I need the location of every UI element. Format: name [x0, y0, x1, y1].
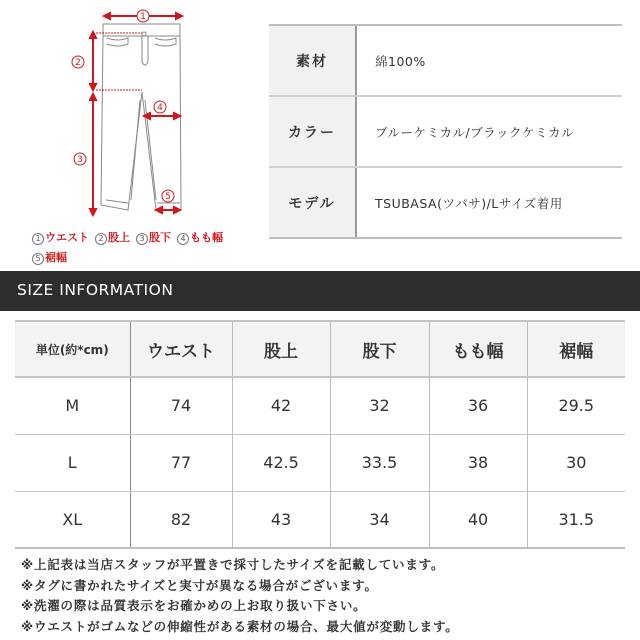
table-cell: 30 [527, 434, 625, 491]
legend-item-waist [32, 228, 89, 248]
legend-label: ウエスト [45, 231, 89, 244]
table-cell: 36 [429, 377, 527, 434]
header-rise: 股上 [232, 321, 330, 377]
spec-row-model [269, 168, 622, 239]
legend-number: 3 [136, 233, 148, 245]
spec-key: 素材 [269, 26, 357, 95]
legend-label: もも幅 [190, 231, 223, 244]
table-cell: 38 [429, 434, 527, 491]
legend-item-thigh [177, 228, 223, 248]
table-cell: 74 [130, 377, 232, 434]
marker-4: 4 [157, 103, 163, 113]
size-label: M [15, 377, 130, 434]
legend-label: 股下 [149, 231, 171, 244]
legend-number: 1 [32, 233, 44, 245]
legend-label: 股上 [108, 231, 130, 244]
marker-5: 5 [165, 192, 171, 202]
table-cell: 82 [130, 491, 232, 548]
marker-1: 1 [140, 12, 146, 22]
table-header-row [15, 321, 625, 377]
note-line: ※タグに書かれたサイズと実寸が異なる場合がございます。 [21, 577, 378, 593]
legend-label: 裾幅 [45, 251, 67, 264]
legend-item-inseam [136, 228, 171, 248]
legend-number: 4 [177, 233, 189, 245]
table-cell: 42 [232, 377, 330, 434]
size-notes [21, 555, 459, 637]
legend-item-rise [95, 228, 130, 248]
size-label: XL [15, 491, 130, 548]
spec-value: 綿100% [375, 53, 426, 69]
table-cell: 43 [232, 491, 330, 548]
table-cell: 34 [330, 491, 429, 548]
note-line: ※洗濯の際は品質表示をお確かめの上お取り扱い下さい。 [21, 598, 367, 613]
table-cell: 77 [130, 434, 232, 491]
note-line: ※上記表は当店スタッフが平置きで採寸したサイズを記載しています。 [21, 557, 445, 572]
header-unit: 単位(約*cm) [15, 321, 130, 377]
table-cell: 29.5 [527, 377, 625, 434]
table-cell: 42.5 [232, 434, 330, 491]
spec-value: TSUBASA(ツバサ)/Lサイズ着用 [375, 195, 563, 211]
header-inseam: 股下 [330, 321, 429, 377]
table-row [15, 434, 625, 491]
product-spec-table [269, 24, 622, 239]
table-cell: 33.5 [330, 434, 429, 491]
table-cell: 40 [429, 491, 527, 548]
table-cell: 32 [330, 377, 429, 434]
table-row [15, 377, 625, 434]
marker-3: 3 [77, 155, 83, 165]
size-table [15, 320, 625, 549]
header-waist: ウエスト [130, 321, 232, 377]
legend-item-hem [32, 248, 67, 268]
header-hem: 裾幅 [527, 321, 625, 377]
measurement-legend [32, 228, 252, 268]
legend-number: 2 [95, 233, 107, 245]
size-information-banner [0, 271, 640, 311]
banner-title: SIZE INFORMATION [17, 281, 174, 299]
size-label: L [15, 434, 130, 491]
spec-row-color [269, 97, 622, 168]
legend-number: 5 [32, 253, 44, 265]
spec-key: カラー [269, 97, 357, 166]
table-cell: 31.5 [527, 491, 625, 548]
note-line: ※ウエストがゴムなどの伸縮性がある素材の場合、最大値が変動します。 [21, 618, 459, 634]
spec-value: ブルーケミカル/ブラックケミカル [375, 124, 574, 140]
marker-2: 2 [75, 58, 81, 68]
spec-row-material [269, 26, 622, 97]
header-thigh: もも幅 [429, 321, 527, 377]
table-row [15, 491, 625, 548]
pants-measurement-diagram [0, 0, 250, 270]
pants-illustration-icon [0, 0, 250, 230]
spec-key: モデル [269, 168, 357, 237]
